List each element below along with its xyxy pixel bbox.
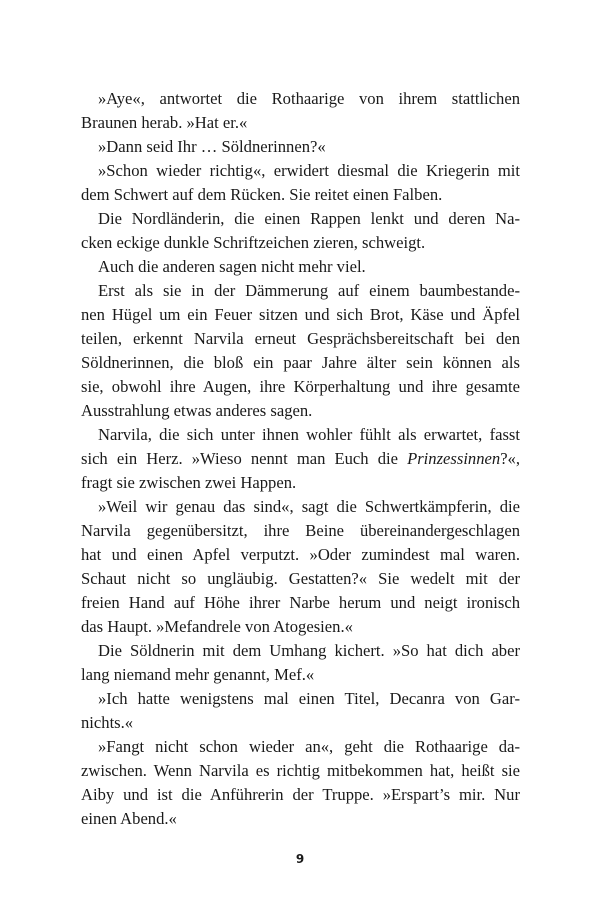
paragraph <box>81 687 520 735</box>
paragraph <box>81 639 520 687</box>
text-line: Braunen herab. »Hat er.« <box>81 113 248 132</box>
text-line: freien Hand auf Höhe ihrer Narbe herum und neigt ironisch <box>81 593 520 612</box>
text-line: dem Schwert auf dem Rücken. Sie reitet einen Falben. <box>81 185 443 204</box>
text-line: einen Abend.« <box>81 809 177 828</box>
text-line: Söldnerinnen, die bloß ein paar Jahre älter sein können als <box>81 353 520 372</box>
text-line: »Weil wir genau das sind«, sagt die Schwertkämpferin, die <box>98 497 520 516</box>
text-line: Auch die anderen sagen nicht mehr viel. <box>98 257 366 276</box>
paragraph <box>81 423 520 495</box>
text-run: ?«, <box>500 449 520 468</box>
text-line: das Haupt. »Mefandrele von Atogesien.« <box>81 617 353 636</box>
text-line: Narvila gegenübersitzt, ihre Beine übereinandergeschlagen <box>81 521 520 540</box>
text-line: »Schon wieder richtig«, erwidert diesmal die Kriegerin mit <box>98 161 520 180</box>
text-line: Die Nordländerin, die einen Rappen lenkt und deren Na- <box>98 209 520 228</box>
text-line: Ausstrahlung etwas anderes sagen. <box>81 401 313 420</box>
paragraph <box>81 279 520 423</box>
book-page-text <box>81 87 520 831</box>
text-line: Narvila, die sich unter ihnen wohler fühlt als erwartet, fasst <box>98 425 520 444</box>
text-line: cken eckige dunkle Schriftzeichen zieren, schweigt. <box>81 233 426 252</box>
text-line: Erst als sie in der Dämmerung auf einem baumbestande- <box>98 281 520 300</box>
text-line: hat und einen Apfel verputzt. »Oder zumindest mal waren. <box>81 545 520 564</box>
text-run: sich ein Herz. »Wieso nennt man Euch die <box>81 449 408 468</box>
text-line: »Fangt nicht schon wieder an«, geht die Rothaarige da- <box>98 737 520 756</box>
text-line: nichts.« <box>81 713 134 732</box>
text-line: fragt sie zwischen zwei Happen. <box>81 473 297 492</box>
text-line: nen Hügel um ein Feuer sitzen und sich Brot, Käse und Äpfel <box>81 305 520 324</box>
paragraph <box>81 135 520 159</box>
text-line: »Dann seid Ihr … Söldnerinnen?« <box>98 137 326 156</box>
paragraph <box>81 735 520 831</box>
text-line: Schaut nicht so ungläubig. Gestatten?« Sie wedelt mit der <box>81 569 520 588</box>
paragraph <box>81 495 520 639</box>
text-line: Aiby und ist die Anführerin der Truppe. »Erspart’s mir. Nur <box>81 785 520 804</box>
text-line: zwischen. Wenn Narvila es richtig mitbekommen hat, heißt sie <box>81 761 520 780</box>
text-line: Die Söldnerin mit dem Umhang kichert. »So hat dich aber <box>98 641 520 660</box>
text-line: lang niemand mehr genannt, Mef.« <box>81 665 315 684</box>
paragraph <box>81 255 520 279</box>
text-line: »Ich hatte wenigstens mal einen Titel, Decanra von Gar- <box>98 689 520 708</box>
page-number: 9 <box>295 852 305 866</box>
paragraph <box>81 159 520 207</box>
text-line: teilen, erkennt Narvila erneut Gesprächsbereitschaft bei den <box>81 329 520 348</box>
italic-term: Prinzessinnen <box>407 449 501 468</box>
text-line: sie, obwohl ihre Augen, ihre Körperhaltung und ihre gesamte <box>81 377 520 396</box>
paragraph <box>81 87 520 135</box>
text-line <box>81 447 520 471</box>
paragraph <box>81 207 520 255</box>
text-line: »Aye«, antwortet die Rothaarige von ihrem stattlichen <box>98 89 520 108</box>
